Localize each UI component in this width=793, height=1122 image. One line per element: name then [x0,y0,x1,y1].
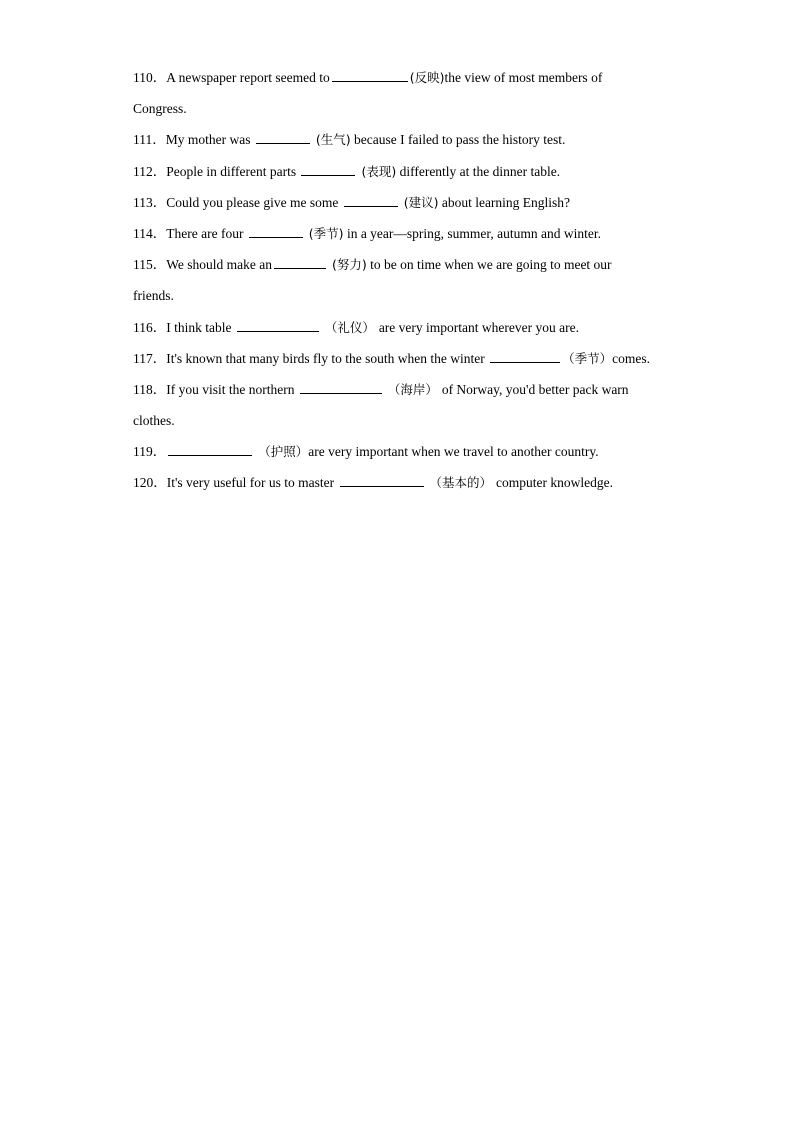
question-110-continued [133,93,693,124]
answer-blank[interactable] [340,474,424,488]
question-119 [133,436,693,467]
question-text: the view of most members of [444,70,603,85]
question-text: differently at the dinner table. [396,163,561,179]
answer-blank[interactable] [237,318,319,332]
answer-blank[interactable] [249,224,303,238]
chinese-hint: (建议) [399,194,439,210]
answer-blank[interactable] [301,162,355,176]
question-text: are very important when we travel to another country. [308,444,599,460]
question-text: to be on time when we are going to meet our [366,257,612,273]
question-text: comes. [612,350,651,366]
question-text: It's known that many birds fly to the south when the winter [166,350,489,366]
answer-blank[interactable] [256,131,310,145]
question-text: There are four [166,225,247,241]
question-text: Could you please give me some [166,194,342,210]
question-115-continued [133,280,693,311]
question-text: Congress. [133,101,187,117]
question-text: We should make an [166,257,273,273]
question-113 [133,187,693,218]
question-110 [133,62,693,93]
question-number: 111． [133,132,166,148]
question-111 [133,124,693,155]
question-text: My mother was [165,132,254,148]
chinese-hint: （海岸） [383,381,442,397]
question-text: of Norway, you'd better pack warn [441,381,629,397]
question-text: A newspaper report seemed to [166,70,330,85]
question-118-continued [133,405,693,436]
answer-blank[interactable] [300,380,382,394]
question-number: 110． [133,70,167,85]
exercise-page [133,62,693,499]
question-118 [133,374,693,405]
question-112 [133,156,693,187]
question-number: 119． [133,444,167,460]
answer-blank[interactable] [168,442,252,456]
question-number: 112． [133,163,167,179]
question-text: are very important wherever you are. [378,319,579,335]
question-text: I think table [166,319,235,335]
question-114 [133,218,693,249]
question-number: 115． [133,257,167,273]
question-number: 116． [133,319,167,335]
answer-blank[interactable] [344,193,398,207]
question-number: 120． [133,475,167,491]
chinese-hint: (表现) [357,163,397,179]
chinese-hint: （护照） [254,444,309,460]
question-text: It's very useful for us to master [166,475,338,491]
answer-blank[interactable] [274,255,326,269]
chinese-hint: (反映) [409,70,445,85]
answer-blank[interactable] [490,349,560,363]
question-number: 117． [133,350,167,366]
question-120 [133,467,693,498]
question-text: friends. [133,288,174,304]
question-text: in a year—spring, summer, autumn and winter. [343,225,601,241]
answer-blank[interactable] [332,68,408,82]
question-text: computer knowledge. [495,475,613,491]
question-number: 114． [133,225,167,241]
chinese-hint: (生气) [311,132,351,148]
question-117 [133,343,693,374]
question-115 [133,249,693,280]
question-text: People in different parts [166,163,300,179]
chinese-hint: （季节） [562,350,613,366]
chinese-hint: （礼仪） [320,319,379,335]
question-116 [133,312,693,343]
question-text: clothes. [133,413,175,429]
question-number: 113． [133,194,167,210]
question-text: If you visit the northern [166,381,298,397]
question-text: about learning English? [438,194,571,210]
chinese-hint: （基本的） [425,475,496,491]
question-text: because I failed to pass the history test. [350,132,566,148]
chinese-hint: (季节) [304,225,344,241]
chinese-hint: (努力) [328,257,367,273]
question-number: 118． [133,381,167,397]
